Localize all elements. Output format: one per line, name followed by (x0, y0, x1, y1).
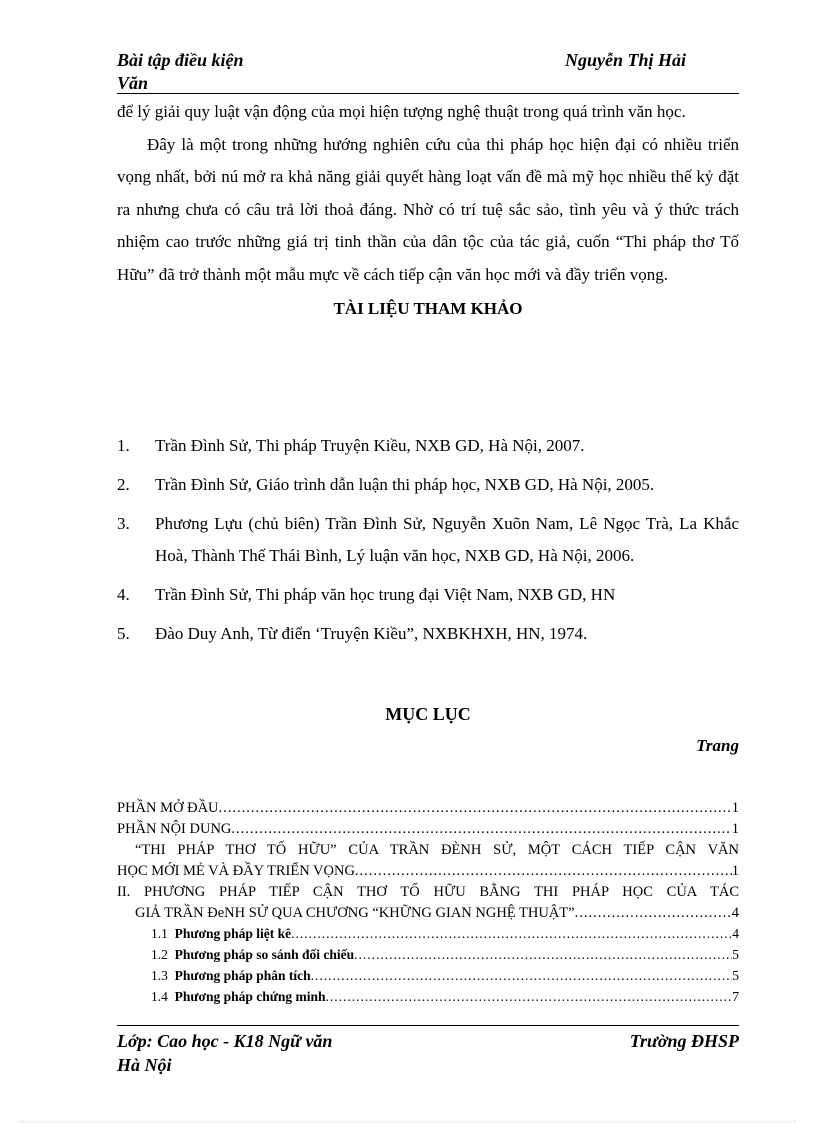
toc-subentry[interactable] (117, 968, 739, 989)
toc-entry-page: 4 (732, 926, 739, 941)
header-author: Nguyễn Thị Hải (565, 50, 687, 70)
toc-entry-noi-dung[interactable] (117, 821, 739, 842)
toc-entry-page: 5 (732, 947, 739, 962)
toc-subentry-number: 1.4 (151, 989, 168, 1004)
toc-subentry-label: Phương pháp chứng minh (174, 989, 326, 1004)
toc-entry-section-1[interactable] (117, 842, 739, 884)
toc-leader (219, 800, 732, 817)
header-rule (117, 93, 739, 94)
reference-number: 1. (117, 436, 130, 455)
toc-subentry-number: 1.1 (151, 926, 168, 941)
toc-subentry[interactable] (117, 926, 739, 947)
table-of-contents (117, 800, 739, 1010)
toc-entry-section-2[interactable] (117, 884, 739, 926)
toc-entry-page: 5 (732, 968, 739, 983)
reference-item (117, 508, 739, 572)
reference-text: Trần Đình Sử, Thi pháp văn học trung đại Việt Nam, NXB GD, HN (155, 585, 616, 604)
toc-entry-page: 1 (731, 800, 739, 816)
footer-left-line2: Hà Nội (117, 1055, 172, 1075)
toc-subentry[interactable] (117, 989, 739, 1010)
toc-subentry-label: Phương pháp so sánh đối chiếu (174, 947, 355, 962)
toc-leader (575, 905, 732, 922)
toc-subentry-number: 1.2 (151, 947, 168, 962)
toc-entry-page: 1 (731, 821, 739, 837)
toc-entry-label-line1: “THI PHÁP THƠ TỐ HỮU” CỦA TRẦN ĐÈNH SỬ, MỘT CÁCH TIẾP CẬN VĂN (135, 842, 739, 858)
body-paragraph-1: để lý giải quy luật vận động của mọi hiện tượng nghệ thuật trong quá trình văn học. (117, 102, 686, 121)
header-left-line1: Bài tập điều kiện (117, 50, 244, 70)
header-left-line2: Văn (117, 73, 149, 93)
body-paragraph-2: Đây là một trong những hướng nghiên cứu của thi pháp học hiện đại có nhiều triển vọng nhất, bởi nú mở ra khả năng giải quyết hàng loạt vấn đề mà mỹ học nhiều thế kỷ đặt ra nhưng chưa có câu trả lời thoả đáng. Nhờ có trí tuệ sắc sảo, tình yêu và ý thức trách nhiệm cao trước những giá trị tinh thần của dân tộc của tác giả, cuốn “Thi pháp thơ Tố Hữu” đã trở thành một mẫu mực về cách tiếp cận văn học mới và đầy triển vọng. (117, 134, 739, 284)
toc-leader (355, 863, 732, 880)
toc-entry-label-line1: II. PHƯƠNG PHÁP TIẾP CẬN THƠ TỐ HỮU BẰNG THI PHÁP HỌC CỦA TÁC (117, 884, 739, 900)
references-list (117, 430, 739, 657)
toc-entry-page: 1 (731, 863, 739, 879)
toc-page-column-label: Trang (696, 736, 739, 755)
toc-leader (291, 926, 732, 942)
toc-entry-mo-dau[interactable] (117, 800, 739, 821)
reference-item (117, 579, 739, 611)
page-footer (117, 1031, 739, 1079)
footer-school: Trường ĐHSP (629, 1031, 739, 1051)
toc-entry-line2 (117, 863, 739, 884)
footer-rule (117, 1025, 739, 1026)
reference-item (117, 618, 739, 650)
toc-leader (311, 968, 733, 984)
toc-subentry[interactable] (117, 947, 739, 968)
page-header (117, 50, 739, 96)
reference-item (117, 469, 739, 501)
references-title: TÀI LIỆU THAM KHẢO (333, 299, 523, 318)
reference-number: 3. (117, 514, 130, 533)
toc-leader (231, 821, 731, 838)
toc-subentry-label: Phương pháp liệt kê (174, 926, 292, 941)
reference-text: Trần Đình Sử, Thi pháp Truyện Kiều, NXB GD, Hà Nội, 2007. (155, 436, 585, 455)
toc-leader (326, 989, 733, 1005)
toc-subentry-number: 1.3 (151, 968, 168, 983)
toc-entry-page: 7 (732, 989, 739, 1004)
body-text (117, 96, 739, 319)
toc-leader (354, 947, 732, 963)
toc-entry-label: HỌC MỚI MẺ VÀ ĐẦY TRIỂN VỌNG (117, 863, 355, 879)
reference-number: 4. (117, 585, 130, 604)
toc-entry-label: GIẢ TRẦN ĐeNH SỬ QUA CHƯƠNG “KHỮNG GIAN NGHỆ THUẬT” (135, 905, 575, 921)
toc-entry-line2 (117, 905, 739, 926)
toc-title: MỤC LỤC (385, 704, 471, 724)
footer-left-line1: Lớp: Cao học - K18 Ngữ văn (117, 1031, 333, 1051)
reference-number: 2. (117, 475, 130, 494)
toc-entry-label: PHẦN NỘI DUNG (117, 821, 232, 837)
reference-text: Trần Đình Sử, Giáo trình dẫn luận thi pháp học, NXB GD, Hà Nội, 2005. (155, 475, 655, 494)
reference-text: Phương Lựu (chủ biên) Trần Đình Sử, Nguyễn Xuõn Nam, Lê Ngọc Trà, La Khắc Hoà, Thành Thế Thái Bình, Lý luận văn học, NXB GD, Hà Nội, 2006. (155, 514, 739, 565)
toc-entry-label: PHẦN MỞ ĐẦU (117, 800, 219, 816)
toc-entry-page: 4 (731, 905, 739, 921)
reference-item (117, 430, 739, 462)
reference-number: 5. (117, 624, 130, 643)
reference-text: Đào Duy Anh, Từ điển ‘Truyện Kiều”, NXBKHXH, HN, 1974. (155, 624, 588, 643)
toc-subentry-label: Phương pháp phân tích (174, 968, 311, 983)
